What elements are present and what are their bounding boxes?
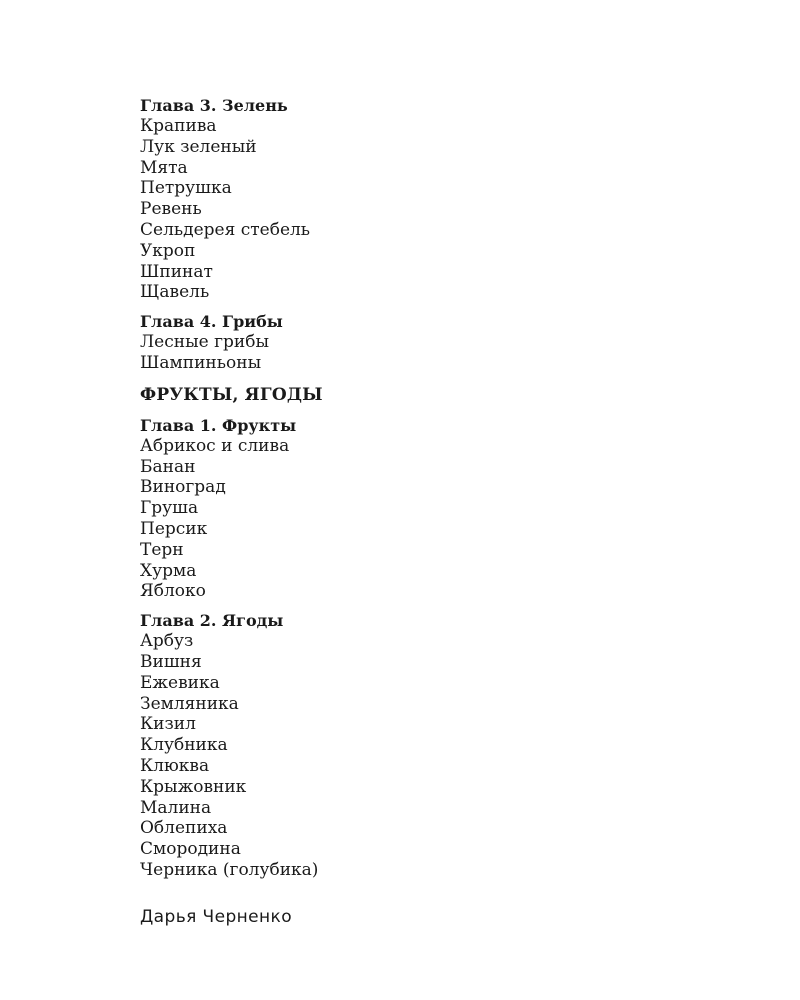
toc-entry: Малина (140, 797, 212, 818)
toc-entry: Мята (140, 157, 188, 178)
chapter-title: Глава 3. Зелень (140, 96, 288, 115)
toc-entry: Сельдерея стебель (140, 219, 311, 240)
toc-entry: Виноград (140, 477, 226, 498)
footer-author: Дарья Черненко (140, 907, 293, 927)
toc-entry: Земляника (140, 693, 239, 714)
chapter (140, 415, 740, 602)
table-of-contents (140, 95, 740, 881)
toc-entry: Крапива (140, 116, 217, 136)
toc-entry: Ревень (140, 199, 202, 220)
toc-entry: Абрикос и слива (140, 435, 290, 456)
toc-entry: Яблоко (140, 581, 206, 602)
part-title: ФРУКТЫ, ЯГОДЫ (140, 384, 323, 405)
chapter-title: Глава 2. Ягоды (140, 611, 284, 631)
toc-block-1 (140, 95, 740, 374)
chapter (140, 95, 740, 303)
toc-entry: Терн (140, 539, 184, 560)
toc-entry: Клубника (140, 735, 228, 756)
toc-entry: Черника (голубика) (140, 859, 319, 880)
toc-entry: Лук зеленый (140, 136, 257, 157)
toc-entry: Банан (140, 456, 196, 477)
toc-entry: Кизил (140, 714, 196, 735)
toc-entry: Лесные грибы (140, 332, 269, 353)
toc-entry: Ежевика (140, 672, 220, 693)
chapter-title: Глава 1. Фрукты (140, 415, 297, 435)
chapter (140, 610, 740, 881)
toc-entry: Петрушка (140, 178, 232, 199)
toc-entry: Крыжовник (140, 776, 247, 797)
toc-entry: Шпинат (140, 261, 213, 282)
toc-entry: Вишня (140, 651, 202, 672)
toc-entry: Облепиха (140, 818, 228, 839)
chapter-title: Глава 4. Грибы (140, 312, 283, 332)
toc-entry: Укроп (140, 240, 196, 261)
toc-entry: Персик (140, 518, 208, 539)
toc-entry: Клюква (140, 755, 210, 776)
toc-entry: Хурма (140, 560, 197, 581)
toc-block-2 (140, 415, 740, 881)
toc-entry: Смородина (140, 839, 241, 860)
toc-entry: Арбуз (140, 631, 194, 652)
chapter (140, 311, 740, 374)
toc-entry: Шампиньоны (140, 352, 262, 373)
toc-entry: Груша (140, 498, 199, 519)
toc-entry: Щавель (140, 282, 210, 303)
